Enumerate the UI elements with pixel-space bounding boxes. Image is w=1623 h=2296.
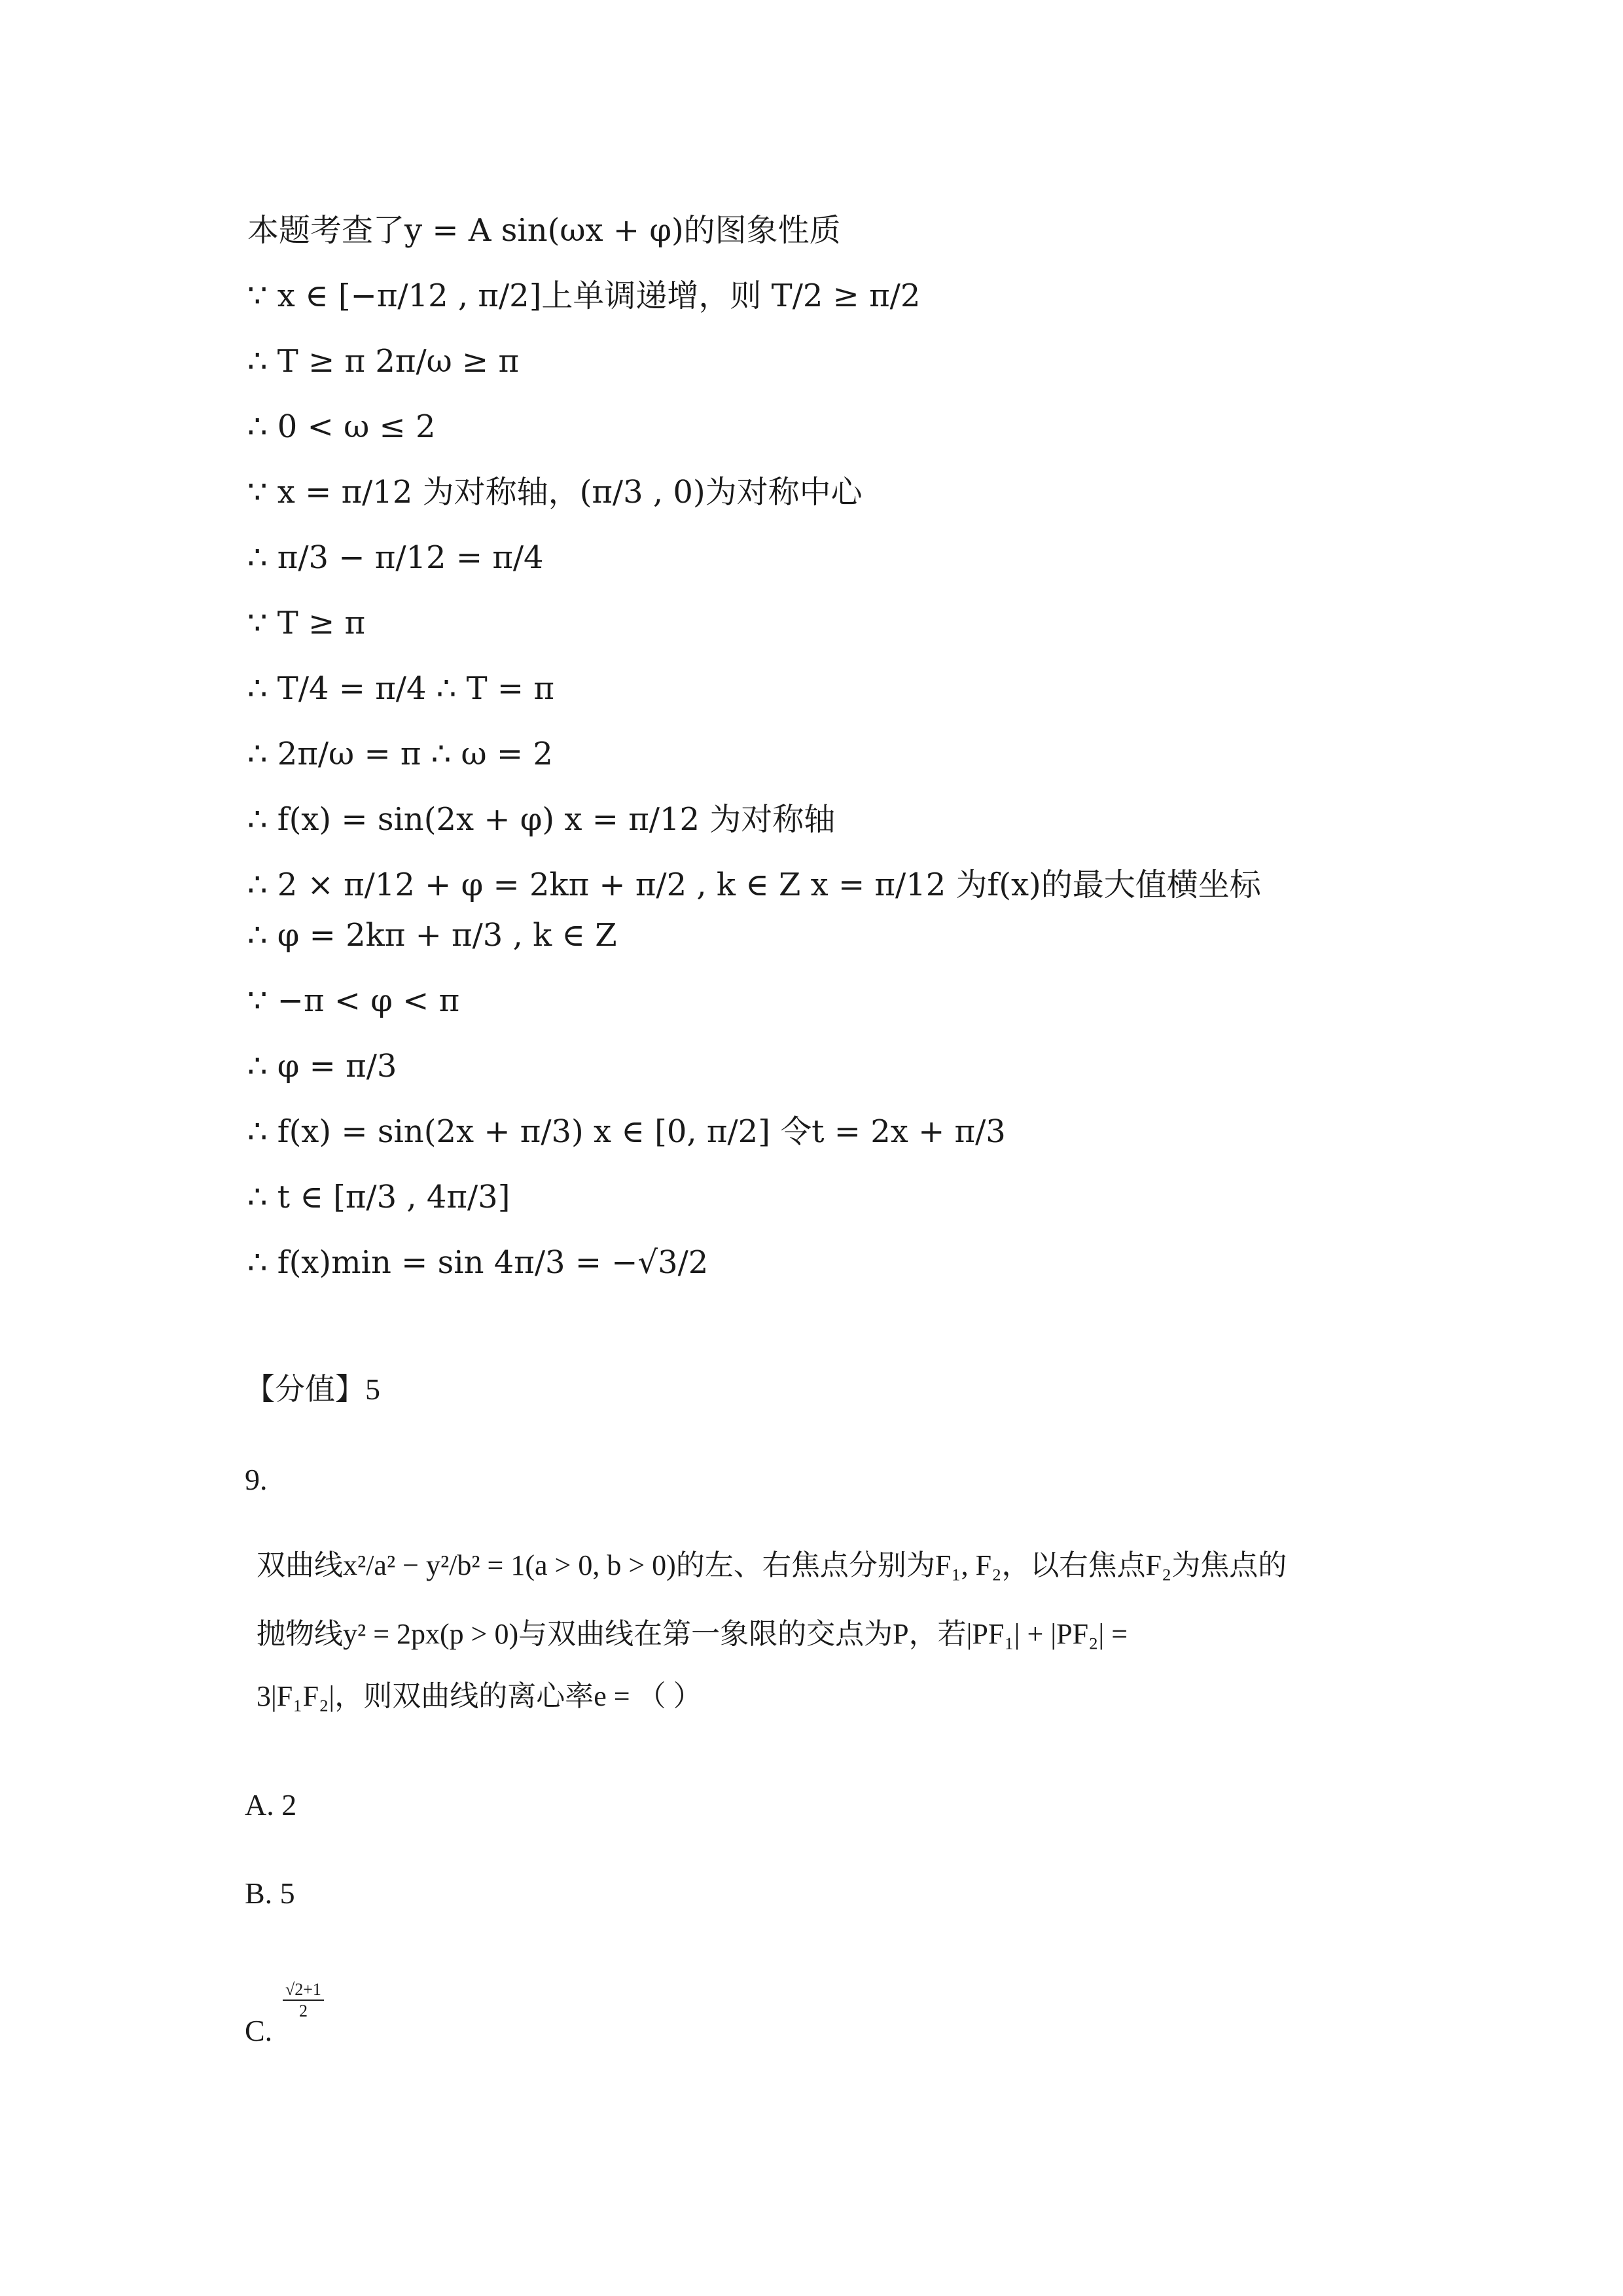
question-line-1: 双曲线x²/a² − y²/b² = 1(a > 0, b > 0)的左、右焦点分别为F₁, F₂，以右焦点F₂为焦点的 xyxy=(257,1549,1287,1581)
question-line-3: 3|F₁F₂|，则双曲线的离心率e = （ ） xyxy=(257,1680,702,1712)
option-b: B. 5 xyxy=(245,1876,295,1910)
option-a: A. 2 xyxy=(245,1788,297,1821)
question-number: 9. xyxy=(245,1463,268,1496)
score-label: 【分值】5 xyxy=(245,1372,380,1406)
solution-line-5: ∵ x = π/12 为对称轴，(π/3 , 0)为对称中心 xyxy=(247,474,863,511)
solution-line-1: 本题考查了y = A sin(ωx + φ)的图象性质 xyxy=(247,212,841,249)
option-c-numerator: √2+1 xyxy=(283,1979,324,2001)
solution-line-8: ∴ T/4 = π/4 ∴ T = π xyxy=(247,670,554,707)
solution-line-6: ∴ π/3 − π/12 = π/4 xyxy=(247,539,544,576)
solution-line-14: ∴ φ = π/3 xyxy=(247,1048,397,1085)
option-c-fraction xyxy=(283,1979,324,2021)
solution-line-10: ∴ f(x) = sin(2x + φ) x = π/12 为对称轴 xyxy=(247,801,836,838)
solution-line-15: ∴ f(x) = sin(2x + π/3) x ∈ [0, π/2] 令t = 2x + π/3 xyxy=(247,1113,1006,1150)
solution-line-7: ∵ T ≥ π xyxy=(247,605,366,641)
solution-line-16: ∴ t ∈ [π/3 , 4π/3] xyxy=(247,1179,510,1215)
solution-line-17: ∴ f(x)min = sin 4π/3 = −√3/2 xyxy=(247,1244,709,1281)
option-c-denominator: 2 xyxy=(298,2001,308,2021)
solution-line-12: ∴ φ = 2kπ + π/3 , k ∈ Z xyxy=(247,917,617,954)
solution-line-3: ∴ T ≥ π 2π/ω ≥ π xyxy=(247,343,520,380)
solution-line-9: ∴ 2π/ω = π ∴ ω = 2 xyxy=(247,736,553,772)
option-c-label: C. xyxy=(245,2014,273,2047)
question-line-2: 抛物线y² = 2px(p > 0)与双曲线在第一象限的交点为P，若|PF₁| + |PF₂| = xyxy=(257,1618,1128,1650)
solution-line-2: ∵ x ∈ [−π/12 , π/2]上单调递增，则 T/2 ≥ π/2 xyxy=(247,278,921,314)
solution-line-11: ∴ 2 × π/12 + φ = 2kπ + π/2 , k ∈ Z x = π/12 为f(x)的最大值横坐标 xyxy=(247,867,1261,903)
solution-line-13: ∵ −π < φ < π xyxy=(247,982,460,1019)
solution-line-4: ∴ 0 < ω ≤ 2 xyxy=(247,408,436,445)
